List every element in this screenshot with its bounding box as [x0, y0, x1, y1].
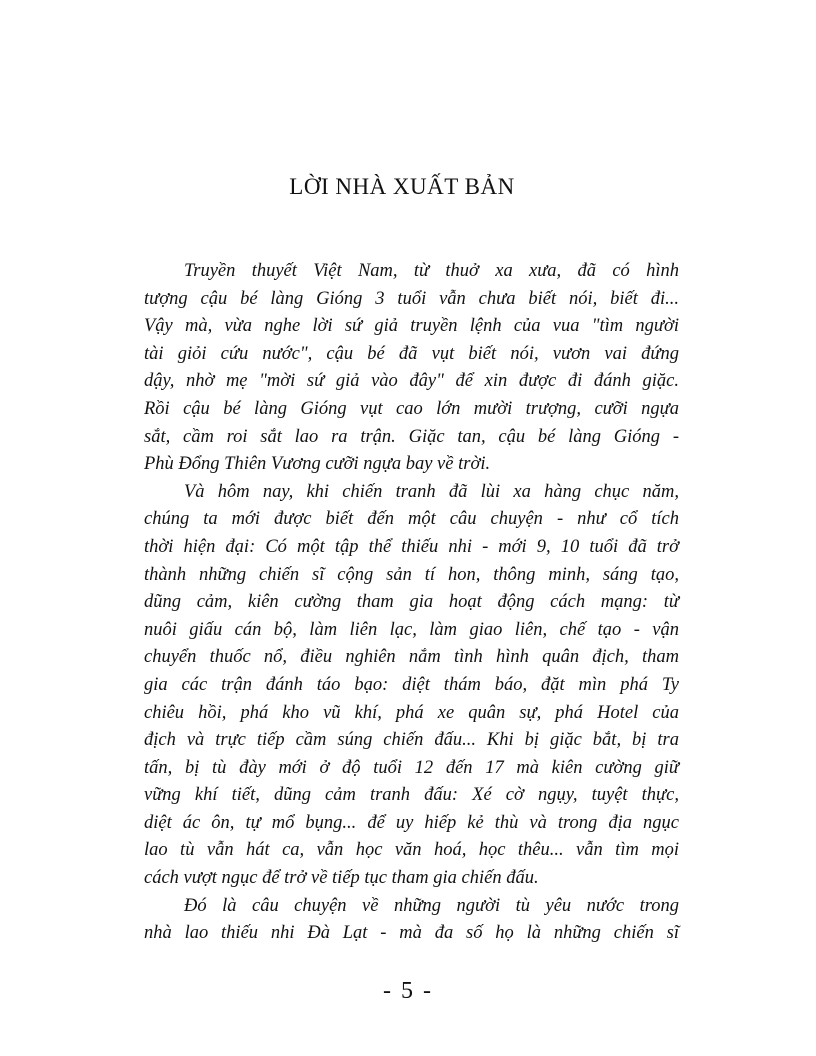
text-line: địch và trực tiếp cầm súng chiến đấu... Khi bị giặc bắt, bị tra: [144, 730, 679, 751]
text-line: thành những chiến sĩ cộng sản tí hon, thông minh, sáng tạo,: [144, 564, 679, 585]
text-line: lao tù vẫn hát ca, vẫn học văn hoá, học thêu... vẫn tìm mọi: [144, 840, 679, 861]
page-number: - 5 -: [383, 978, 433, 1004]
text-line: vững khí tiết, dũng cảm tranh đấu: Xé cờ ngụy, tuyệt thực,: [144, 785, 679, 806]
text-line: tài giỏi cứu nước", cậu bé đã vụt biết nói, vươn vai đứng: [144, 343, 679, 364]
text-line: Và hôm nay, khi chiến tranh đã lùi xa hàng chục năm,: [184, 481, 679, 502]
text-line: chuyển thuốc nổ, điều nghiên nắm tình hình quân địch, tham: [144, 647, 679, 668]
text-line: Đó là câu chuyện về những người tù yêu nước trong: [184, 895, 679, 916]
text-line: tấn, bị tù đày mới ở độ tuổi 12 đến 17 mà kiên cường giữ: [144, 757, 679, 778]
text-line: cách vượt ngục để trở về tiếp tục tham gia chiến đấu.: [144, 868, 539, 889]
text-line: sắt, cầm roi sắt lao ra trận. Giặc tan, cậu bé làng Gióng -: [144, 426, 679, 447]
text-line: Truyền thuyết Việt Nam, từ thuở xa xưa, đã có hình: [184, 261, 679, 281]
text-line: chiêu hồi, phá kho vũ khí, phá xe quân sự, phá Hotel của: [144, 702, 679, 723]
text-line: diệt ác ôn, tự mổ bụng... để uy hiếp kẻ thù và trong địa ngục: [144, 812, 679, 833]
text-line: dậy, nhờ mẹ "mời sứ giả vào đây" để xin được đi đánh giặc.: [144, 371, 679, 392]
text-line: Phù Đổng Thiên Vương cưỡi ngựa bay về trời.: [144, 454, 491, 475]
text-line: Vậy mà, vừa nghe lời sứ giả truyền lệnh của vua "tìm người: [144, 316, 679, 337]
text-line: tượng cậu bé làng Gióng 3 tuổi vẫn chưa biết nói, biết đi...: [144, 288, 679, 309]
text-line: dũng cảm, kiên cường tham gia hoạt động cách mạng: từ: [144, 592, 679, 613]
text-line: thời hiện đại: Có một tập thể thiếu nhi - mới 9, 10 tuổi đã trở: [144, 536, 679, 557]
body-text: [144, 258, 679, 948]
text-line: nhà lao thiếu nhi Đà Lạt - mà đa số họ là những chiến sĩ: [144, 923, 679, 944]
text-line: chúng ta mới được biết đến một câu chuyện - như cổ tích: [144, 509, 679, 530]
page-title: LỜI NHÀ XUẤT BẢN: [289, 174, 515, 199]
text-line: gia các trận đánh táo bạo: diệt thám báo, đặt mìn phá Ty: [144, 674, 679, 695]
text-line: nuôi giấu cán bộ, làm liên lạc, làm giao liên, chế tạo - vận: [144, 619, 679, 640]
text-line: Rồi cậu bé làng Gióng vụt cao lớn mười trượng, cưỡi ngựa: [144, 398, 679, 419]
